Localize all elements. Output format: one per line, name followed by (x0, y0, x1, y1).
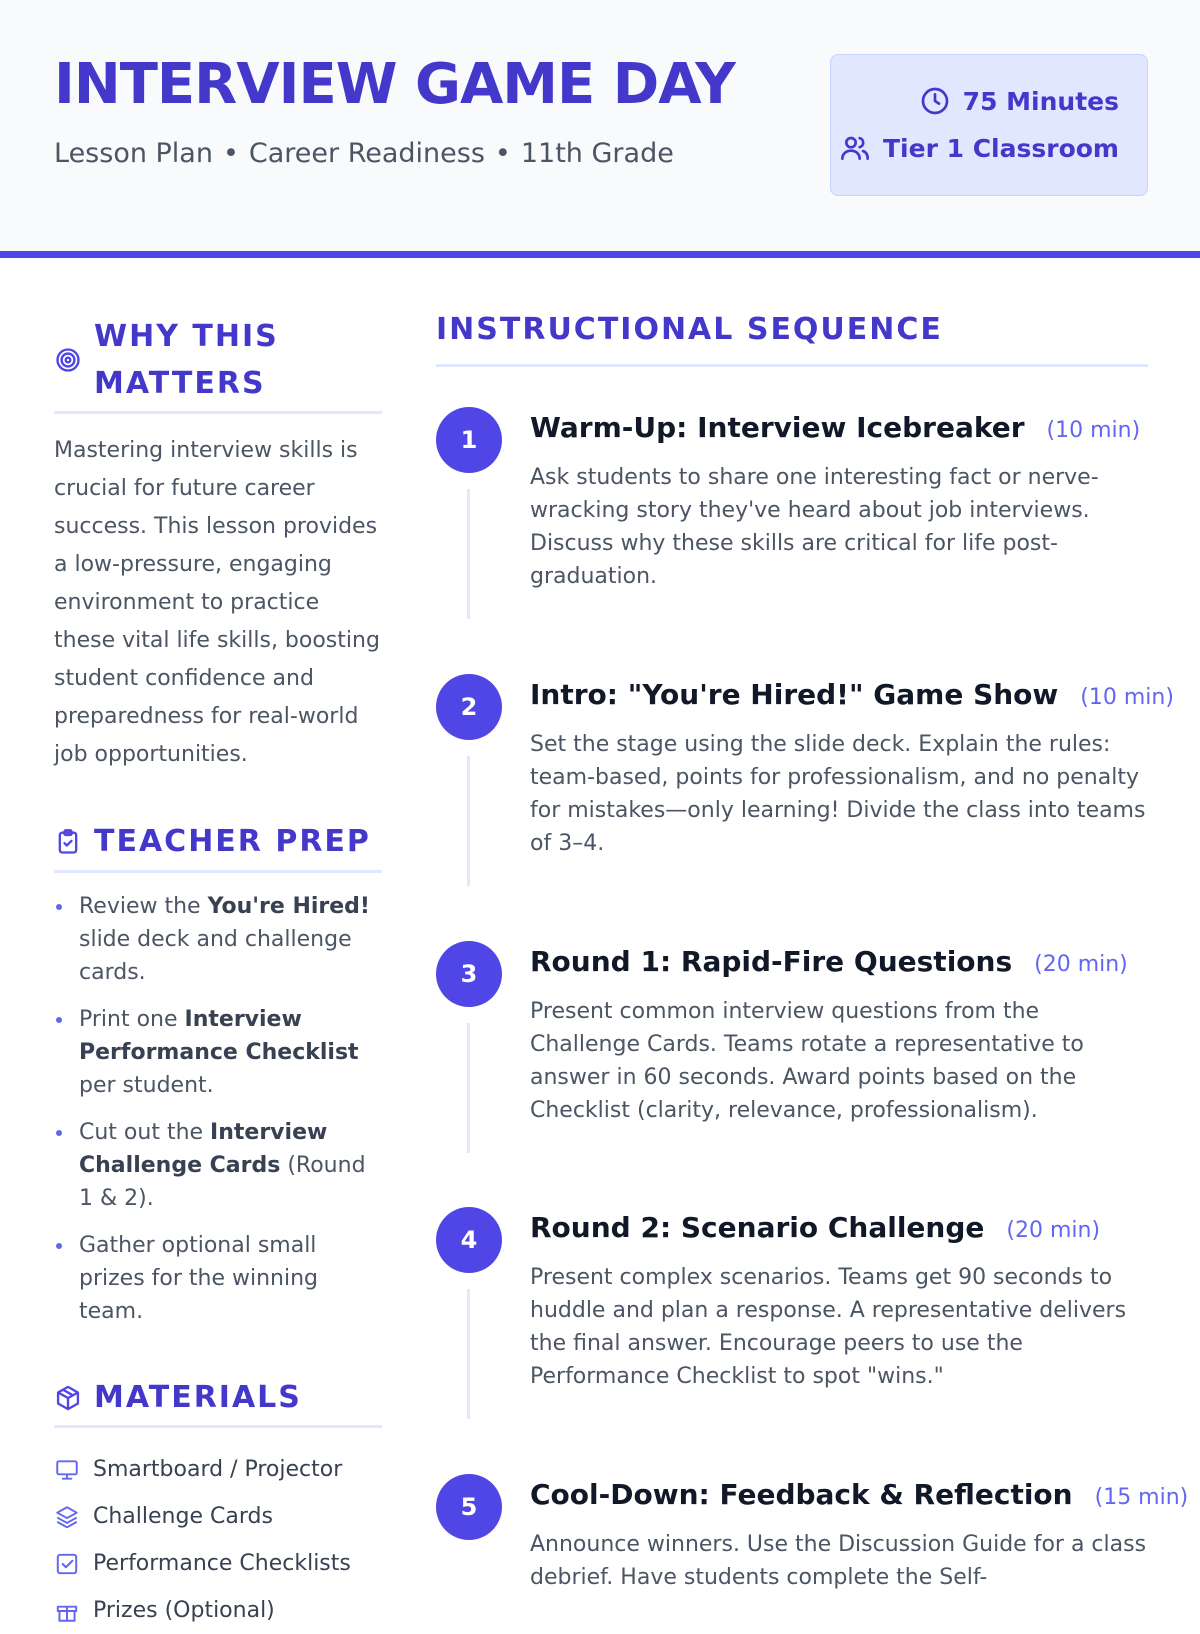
subtitle-lesson-plan: Lesson Plan (54, 138, 213, 169)
prep-item: Gather optional small prizes for the winning team. (54, 1229, 384, 1328)
step-description: Announce winners. Use the Discussion Guide for a class debrief. Have students complete the Self- (530, 1532, 1147, 1590)
users-icon (839, 132, 871, 164)
step-title: Round 2: Scenario Challenge (530, 1211, 985, 1244)
materials-heading-text: MATERIALS (94, 1380, 302, 1415)
step-title-row (530, 411, 1140, 444)
step-number-badge: 2 (436, 674, 502, 740)
package-icon (54, 1384, 82, 1412)
step-number-badge: 5 (436, 1474, 502, 1540)
page-subtitle (54, 138, 674, 169)
step-title-row (530, 1211, 1100, 1244)
prep-item: Cut out the Interview Challenge Cards (Round 1 & 2). (54, 1116, 384, 1215)
step-duration: (20 min) (1006, 1218, 1101, 1243)
step-description: Present complex scenarios. Teams get 90 seconds to huddle and plan a response. A representative delivers the final answer. Encourage peers to use the Performance Checklist to spot "wins." (530, 1265, 1127, 1389)
monitor-icon (54, 1457, 80, 1483)
prep-list (54, 890, 384, 1342)
step-description: Set the stage using the slide deck. Explain the rules: team-based, points for professionalism, and no penalty for mistakes—only learning! Divide the class into teams of 3–4. (530, 732, 1146, 856)
step-title: Round 1: Rapid-Fire Questions (530, 945, 1013, 978)
timeline-connector (467, 1289, 470, 1419)
lesson-meta-box (830, 54, 1148, 196)
page-header (0, 0, 1200, 258)
tier-row (839, 132, 1119, 164)
why-heading-text: WHY THIS MATTERS (94, 318, 279, 401)
sequence-heading-text: INSTRUCTIONAL SEQUENCE (436, 312, 943, 347)
timeline-connector (467, 489, 470, 619)
why-section-heading (54, 308, 382, 414)
material-item: Smartboard / Projector (54, 1446, 384, 1493)
step-number-badge: 4 (436, 1207, 502, 1273)
step-number-badge: 3 (436, 941, 502, 1007)
step-description: Ask students to share one interesting fact or nerve-wracking story they've heard about job interviews. Discuss why these skills are critical for life post-graduation. (530, 465, 1099, 589)
material-item: Performance Checklists (54, 1540, 384, 1587)
clock-icon (919, 85, 951, 117)
prep-item: Print one Interview Performance Checklist per student. (54, 1003, 384, 1102)
page-title: INTERVIEW GAME DAY (54, 52, 735, 117)
timeline-connector (467, 756, 470, 886)
clipboard-check-icon (54, 828, 82, 856)
subtitle-subject: Career Readiness (248, 138, 485, 169)
prep-item: Review the You're Hired! slide deck and challenge cards. (54, 890, 384, 989)
step-title-row (530, 678, 1174, 711)
step-duration: (15 min) (1094, 1485, 1189, 1510)
step-duration: (10 min) (1080, 685, 1174, 710)
step-title: Cool-Down: Feedback & Reflection (530, 1478, 1073, 1511)
subtitle-grade: 11th Grade (520, 138, 674, 169)
step-title-row (530, 1478, 1188, 1511)
why-paragraph: Mastering interview skills is crucial for future career success. This lesson provides a low-pressure, engaging environment to practice these vital life skills, boosting student confidence and preparedness for real-world job opportunities. (54, 438, 380, 767)
check-square-icon (54, 1551, 80, 1577)
material-item: Challenge Cards (54, 1493, 384, 1540)
subtitle-separator: • (222, 138, 239, 169)
material-item: Prizes (Optional) (54, 1587, 384, 1634)
step-title: Warm-Up: Interview Icebreaker (530, 411, 1025, 444)
duration-label: 75 Minutes (962, 86, 1119, 116)
duration-row (919, 85, 1119, 117)
gift-icon (54, 1598, 80, 1624)
target-icon (54, 346, 82, 374)
prep-heading-text: TEACHER PREP (94, 824, 371, 859)
step-duration: (20 min) (1034, 952, 1128, 977)
materials-section-heading (54, 1370, 382, 1428)
materials-list (54, 1446, 384, 1634)
sequence-section-heading (436, 312, 1148, 367)
step-number-badge: 1 (436, 407, 502, 473)
layers-icon (54, 1504, 80, 1530)
step-title: Intro: "You're Hired!" Game Show (530, 678, 1059, 711)
tier-label: Tier 1 Classroom (883, 133, 1119, 163)
step-description: Present common interview questions from the Challenge Cards. Teams rotate a representative to answer in 60 seconds. Award points based on the Checklist (clarity, relevance, professionalism). (530, 999, 1084, 1123)
step-duration: (10 min) (1046, 418, 1141, 443)
timeline-connector (467, 1023, 470, 1153)
step-title-row (530, 945, 1128, 978)
prep-section-heading (54, 813, 382, 873)
subtitle-separator: • (494, 138, 511, 169)
